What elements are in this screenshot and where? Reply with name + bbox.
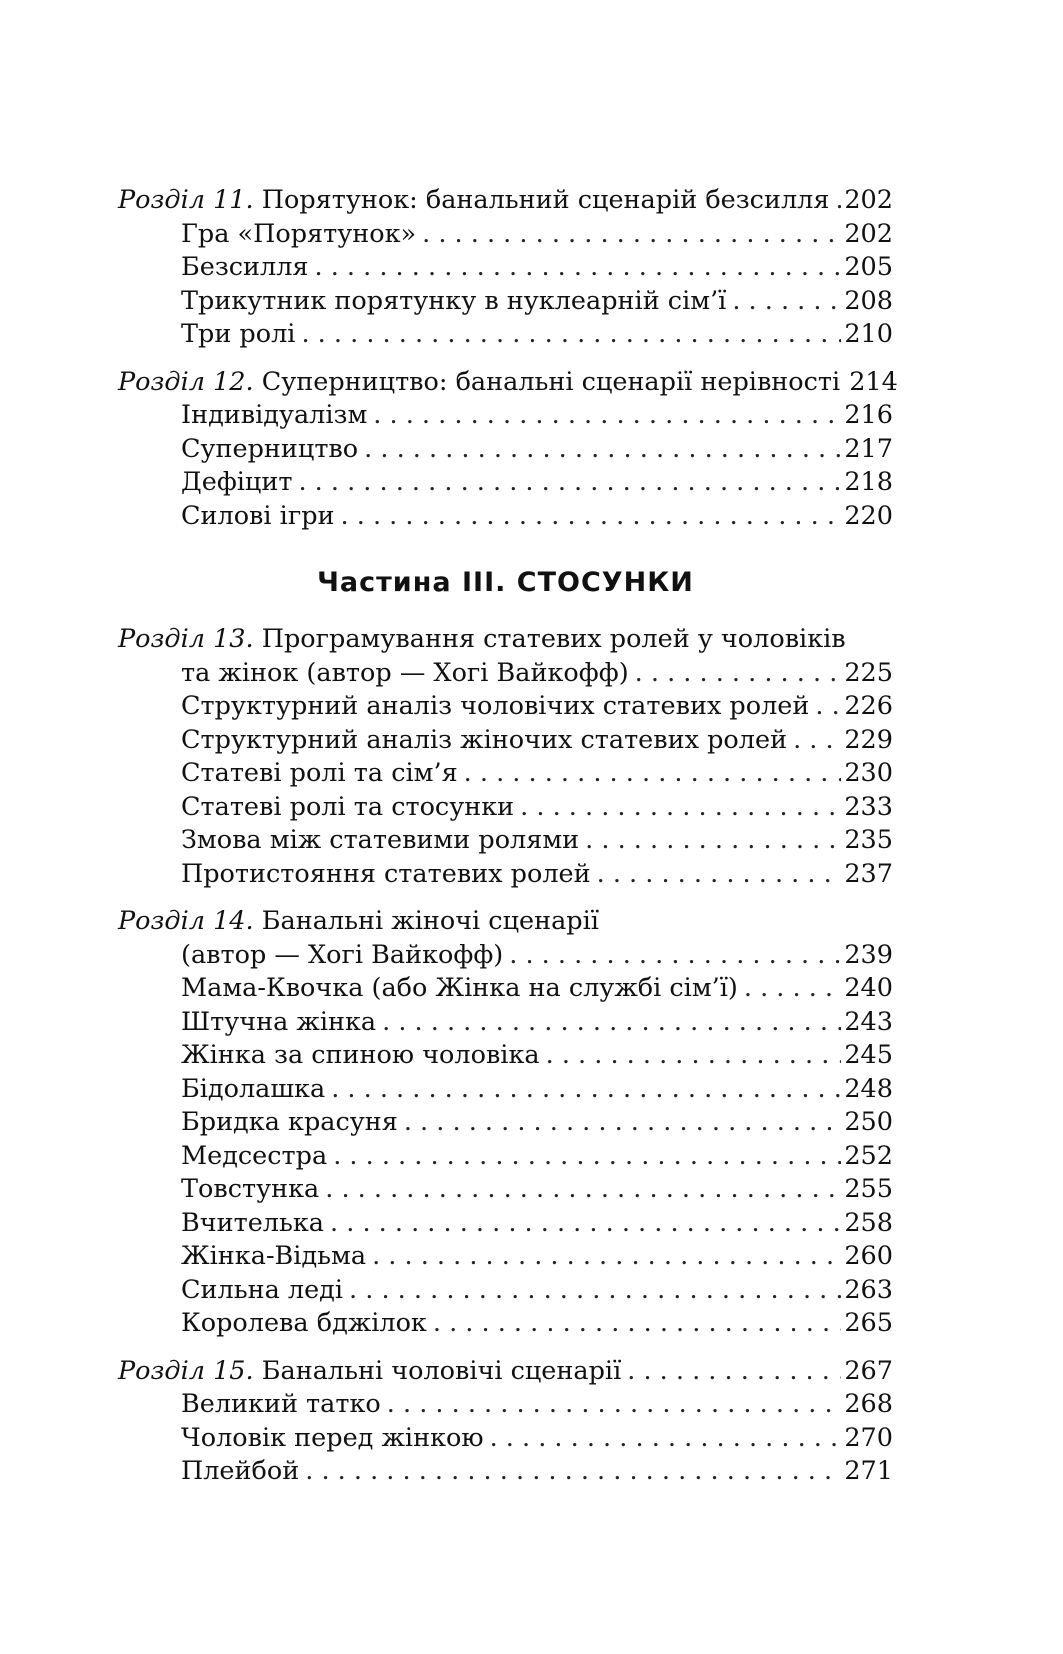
chapter-11 xyxy=(118,184,893,352)
page-number: 250 xyxy=(844,1107,893,1137)
entry-title: Статеві ролі та стосунки xyxy=(181,791,515,822)
chapter-15 xyxy=(118,1355,893,1489)
dot-leader xyxy=(546,1039,842,1073)
chapter-title-continuation: (автор — Хогі Вайкофф) xyxy=(181,939,504,970)
dot-leader xyxy=(635,657,842,691)
entry-title: Структурний аналіз чоловічих статевих ролей xyxy=(181,691,810,721)
toc-entry[interactable] xyxy=(118,500,893,534)
chapter-label: Розділ 14. xyxy=(118,906,254,936)
entry-title: Штучна жінка xyxy=(181,1006,377,1037)
toc-entry[interactable] xyxy=(118,251,893,285)
toc-entry[interactable] xyxy=(118,1073,893,1107)
toc-entry[interactable] xyxy=(118,318,893,352)
toc-entry[interactable] xyxy=(118,824,893,858)
dot-leader xyxy=(835,184,841,218)
chapter-label: Розділ 11. xyxy=(118,185,254,215)
toc-entry[interactable] xyxy=(118,1307,893,1341)
dot-leader xyxy=(793,724,841,758)
chapter-label: Розділ 12. xyxy=(118,366,254,397)
page-number: 268 xyxy=(844,1389,893,1419)
entry-title: Сильна леді xyxy=(181,1274,344,1305)
part-heading: Частина ІІІ. СТОСУНКИ xyxy=(317,567,694,598)
toc-entry[interactable] xyxy=(118,1207,893,1241)
entry-title: Товстунка xyxy=(181,1174,320,1204)
entry-title: Безсилля xyxy=(181,252,309,282)
toc-entry[interactable] xyxy=(118,1240,893,1274)
toc-entry[interactable] xyxy=(118,1106,893,1140)
page-number: 235 xyxy=(844,825,893,855)
chapter-12 xyxy=(118,366,898,534)
toc-entry[interactable] xyxy=(118,466,893,500)
dot-leader xyxy=(509,939,841,973)
chapter-heading[interactable] xyxy=(118,184,893,218)
dot-leader xyxy=(404,1106,841,1140)
page-number: 225 xyxy=(844,657,893,688)
entry-title: Жінка за спиною чоловіка xyxy=(181,1040,540,1070)
dot-leader xyxy=(815,690,841,724)
dot-leader xyxy=(372,1240,841,1274)
toc-entry[interactable] xyxy=(118,791,893,825)
entry-title: Статеві ролі та сім’я xyxy=(181,758,458,788)
dot-leader xyxy=(382,1006,841,1040)
entry-title: Дефіцит xyxy=(181,467,293,497)
dot-leader xyxy=(373,399,841,433)
page-number: 214 xyxy=(849,366,898,397)
dot-leader xyxy=(732,285,841,319)
toc-entry[interactable] xyxy=(118,690,893,724)
page-number: 216 xyxy=(844,400,893,430)
toc-entry[interactable] xyxy=(118,1039,893,1073)
entry-title: Гра «Порятунок» xyxy=(181,218,417,249)
page-number: 220 xyxy=(844,500,893,531)
page-number: 267 xyxy=(844,1355,893,1386)
toc-entry[interactable] xyxy=(118,858,893,892)
entry-title: Суперництво xyxy=(181,433,359,464)
page-number: 265 xyxy=(844,1308,893,1338)
page-number: 258 xyxy=(844,1207,893,1238)
chapter-heading[interactable] xyxy=(118,905,893,939)
dot-leader xyxy=(433,1307,841,1341)
page-number: 271 xyxy=(844,1456,893,1486)
toc-entry[interactable] xyxy=(118,1422,893,1456)
page-number: 202 xyxy=(844,218,893,249)
chapter-title: Суперництво: банальні сценарії нерівності xyxy=(261,366,841,397)
chapter-title-continuation: та жінок (автор — Хогі Вайкофф) xyxy=(181,657,629,688)
page-number: 233 xyxy=(844,791,893,822)
chapter-title: Банальні жіночі сценарії xyxy=(261,906,599,936)
toc-entry[interactable] xyxy=(118,1455,893,1489)
dot-leader xyxy=(627,1355,841,1389)
dot-leader xyxy=(301,318,841,352)
chapter-title: Банальні чоловічі сценарії xyxy=(261,1355,622,1386)
entry-title: Чоловік перед жінкою xyxy=(181,1422,484,1453)
page-number: 205 xyxy=(844,252,893,282)
dot-leader xyxy=(387,1388,842,1422)
page-number: 263 xyxy=(844,1274,893,1305)
chapter-label: Розділ 15. xyxy=(118,1355,254,1386)
dot-leader xyxy=(330,1207,841,1241)
dot-leader xyxy=(464,757,842,791)
toc-entry[interactable] xyxy=(118,285,893,319)
table-of-contents xyxy=(118,184,898,1503)
entry-title: Плейбой xyxy=(181,1456,300,1486)
page-number: 208 xyxy=(844,285,893,316)
page-number: 229 xyxy=(844,724,893,755)
chapter-14 xyxy=(118,905,893,1341)
chapter-heading-continuation[interactable] xyxy=(118,939,893,973)
toc-entry[interactable] xyxy=(118,1274,893,1308)
page-number: 226 xyxy=(844,691,893,721)
entry-title: Протистояння статевих ролей xyxy=(181,858,591,889)
dot-leader xyxy=(585,824,841,858)
page-number: 210 xyxy=(844,319,893,349)
chapter-heading[interactable] xyxy=(118,1355,893,1389)
dot-leader xyxy=(341,500,842,534)
toc-entry[interactable] xyxy=(118,433,893,467)
chapter-heading-continuation[interactable] xyxy=(118,657,893,691)
entry-title: Силові ігри xyxy=(181,500,335,531)
toc-entry[interactable] xyxy=(118,1388,893,1422)
dot-leader xyxy=(315,251,842,285)
page-number: 243 xyxy=(844,1006,893,1037)
page-number: 260 xyxy=(844,1241,893,1271)
toc-entry[interactable] xyxy=(118,218,893,252)
dot-leader xyxy=(422,218,841,252)
page-number: 239 xyxy=(844,939,893,970)
chapter-13 xyxy=(118,623,893,891)
toc-entry[interactable] xyxy=(118,1173,893,1207)
toc-entry[interactable] xyxy=(118,972,893,1006)
page-number: 237 xyxy=(844,858,893,889)
entry-title: Змова між статевими ролями xyxy=(181,825,580,855)
page-number: 240 xyxy=(844,973,893,1003)
page-number: 252 xyxy=(844,1140,893,1171)
dot-leader xyxy=(744,972,841,1006)
entry-title: Бридка красуня xyxy=(181,1107,398,1137)
dot-leader xyxy=(333,1140,841,1174)
page-number: 270 xyxy=(844,1422,893,1453)
chapter-heading[interactable] xyxy=(118,366,898,400)
entry-title: Королева бджілок xyxy=(181,1308,427,1338)
entry-title: Три ролі xyxy=(181,319,296,349)
dot-leader xyxy=(490,1422,842,1456)
dot-leader xyxy=(305,1455,841,1489)
chapter-title: Порятунок: банальний сценарій безсилля xyxy=(261,185,830,215)
page-number: 230 xyxy=(844,758,893,788)
toc-entry[interactable] xyxy=(118,1140,893,1174)
entry-title: Вчителька xyxy=(181,1207,325,1238)
toc-entry[interactable] xyxy=(118,757,893,791)
page-number: 245 xyxy=(844,1040,893,1070)
toc-entry[interactable] xyxy=(118,1006,893,1040)
dot-leader xyxy=(349,1274,841,1308)
entry-title: Великий татко xyxy=(181,1389,381,1419)
page-number: 218 xyxy=(844,467,893,497)
page-number: 255 xyxy=(844,1174,893,1204)
entry-title: Медсестра xyxy=(181,1140,328,1171)
dot-leader xyxy=(331,1073,841,1107)
toc-entry[interactable] xyxy=(118,399,893,433)
page-number: 248 xyxy=(844,1073,893,1104)
chapter-heading[interactable] xyxy=(118,623,893,657)
dot-leader xyxy=(520,791,841,825)
chapter-title: Програмування статевих ролей у чоловіків xyxy=(261,624,846,654)
entry-title: Бідолашка xyxy=(181,1073,326,1104)
dot-leader xyxy=(364,433,841,467)
entry-title: Індивідуалізм xyxy=(181,400,368,430)
entry-title: Трикутник порятунку в нуклеарній сім’ї xyxy=(181,285,727,316)
toc-entry[interactable] xyxy=(118,724,893,758)
page-number: 217 xyxy=(844,433,893,464)
entry-title: Мама-Квочка (або Жінка на службі сім’ї) xyxy=(181,973,738,1003)
dot-leader xyxy=(597,858,842,892)
entry-title: Структурний аналіз жіночих статевих ролей xyxy=(181,724,788,755)
dot-leader xyxy=(298,466,841,500)
chapter-label: Розділ 13. xyxy=(118,624,254,654)
page-number: 202 xyxy=(844,185,893,215)
dot-leader xyxy=(325,1173,841,1207)
entry-title: Жінка-Відьма xyxy=(181,1241,367,1271)
